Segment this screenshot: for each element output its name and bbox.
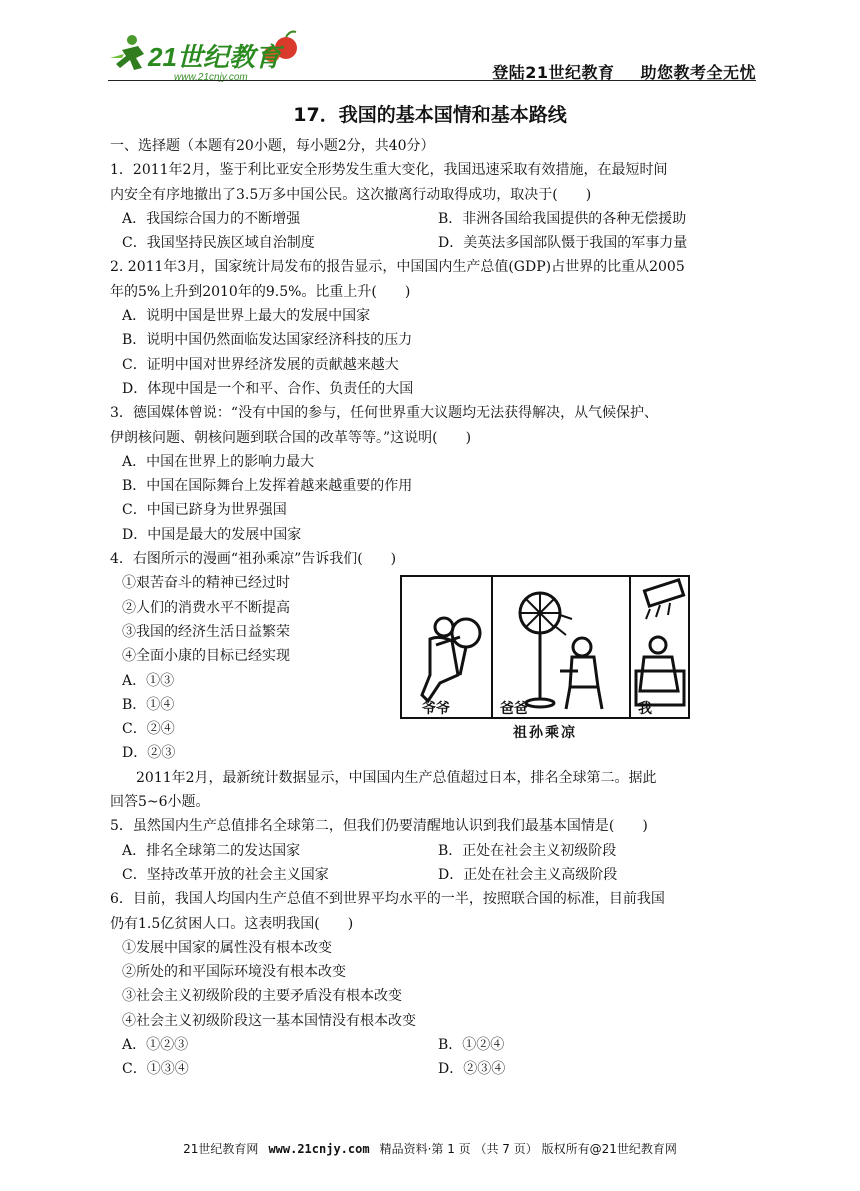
header-divider [108, 80, 756, 81]
q4-statement-3: ③我国的经济生活日益繁荣 [122, 623, 290, 640]
q1-options-ab [110, 207, 756, 231]
q6-statement-3: ③社会主义初级阶段的主要矛盾没有根本改变 [122, 988, 402, 1005]
q2-stem-line1: 2. 2011年3月，国家统计局发布的报告显示，中国国内生产总值(GDP)占世界的比重从2005 [110, 259, 685, 276]
runner-icon [110, 35, 144, 70]
q6-stem-line1: 6．目前，我国人均国内生产总值不到世界平均水平的一半，按照联合国的标准，目前我国 [110, 891, 665, 908]
intro-q5-6-line2: 回答5~6小题。 [110, 794, 210, 811]
q6-option-d: D．②③④ [438, 1061, 506, 1078]
q2-option-a: A．说明中国是世界上最大的发展中国家 [122, 308, 371, 325]
q6-option-c: C．①③④ [122, 1061, 189, 1078]
footer-page-info: 精品资料·第 1 页 （共 7 页） 版权所有@21世纪教育网 [379, 1142, 677, 1156]
q6-options-cd [110, 1057, 756, 1081]
slogan-right: 助您教考全无忧 [640, 63, 756, 82]
q5-options-ab [110, 839, 756, 863]
q6-statement-2: ②所处的和平国际环境没有根本改变 [122, 964, 346, 981]
logo-url: www.21cnjy.com [174, 72, 248, 82]
q4-option-d: D．②③ [122, 745, 176, 762]
q6-stem-line2: 仍有1.5亿贫困人口。这表明我国( ) [110, 915, 354, 932]
intro-q5-6-line1: 2011年2月，最新统计数据显示，中国国内生产总值超过日本，排名全球第二。据此 [136, 769, 657, 786]
q6-option-b: B．①②④ [438, 1036, 505, 1053]
q3-stem-line1: 3．德国媒体曾说：“没有中国的参与，任何世界重大议题均无法获得解决，从气候保护、 [110, 405, 659, 422]
q3-option-d: D．中国是最大的发展中国家 [122, 526, 302, 543]
q5-stem: 5．虽然国内生产总值排名全球第二，但我们仍要清醒地认识到我们最基本国情是( ) [110, 818, 648, 835]
q5-options-cd [110, 863, 756, 887]
q1-option-c: C．我国坚持民族区域自治制度 [122, 235, 315, 252]
section-heading: 一、选择题（本题有20小题，每小题2分，共40分） [110, 138, 435, 154]
q1-option-d: D．美英法多国部队慑于我国的军事力量 [438, 235, 688, 252]
cartoon-figure [400, 575, 690, 745]
q5-option-d: D．正处在社会主义高级阶段 [438, 866, 618, 883]
q4-stem: 4．右图所示的漫画“祖孙乘凉”告诉我们( ) [110, 551, 397, 568]
q2-option-b: B．说明中国仍然面临发达国家经济科技的压力 [122, 332, 413, 349]
q6-statement-4: ④社会主义初级阶段这一基本国情没有根本改变 [122, 1012, 416, 1029]
slogan-left: 登陆21世纪教育 [492, 63, 615, 82]
q6-statement-1: ①发展中国家的属性没有根本改变 [122, 939, 332, 956]
q4-body [110, 571, 756, 765]
q5-option-a: A．排名全球第二的发达国家 [122, 842, 301, 859]
q4-statement-2: ②人们的消费水平不断提高 [122, 599, 290, 616]
q3-option-c: C．中国已跻身为世界强国 [122, 502, 287, 519]
q4-option-a: A．①③ [122, 672, 175, 689]
q1-stem-line1: 1．2011年2月，鉴于利比亚安全形势发生重大变化，我国迅速采取有效措施，在最短时间 [110, 162, 668, 179]
q1-option-a: A．我国综合国力的不断增强 [122, 210, 301, 227]
cartoon-label-father: 爸爸 [500, 701, 528, 718]
q2-option-c: C．证明中国对世界经济发展的贡献越来越大 [122, 356, 399, 373]
page-title: 17．我国的基本国情和基本路线 [293, 104, 567, 126]
grandpa-fan-drawing [422, 618, 480, 701]
logo [108, 28, 308, 82]
footer-site-name: 21世纪教育网 [183, 1142, 259, 1156]
q2-stem-line2: 年的5%上升到2010年的9.5%。比重上升( ) [110, 283, 411, 300]
page-header [108, 28, 756, 84]
q2-option-d: D．体现中国是一个和平、合作、负责任的大国 [122, 380, 414, 397]
q5-option-b: B．正处在社会主义初级阶段 [438, 842, 617, 859]
q4-statement-4: ④全面小康的目标已经实现 [122, 648, 290, 665]
question-content [110, 134, 756, 1082]
cartoon-label-grandpa: 爷爷 [422, 701, 450, 718]
q3-option-b: B．中国在国际舞台上发挥着越来越重要的作用 [122, 478, 413, 495]
q5-option-c: C．坚持改革开放的社会主义国家 [122, 866, 329, 883]
logo-text: 21世纪教育 [148, 42, 281, 72]
q1-stem-line2: 内安全有序地撤出了3.5万多中国公民。这次撤离行动取得成功，取决于( ) [110, 186, 592, 203]
q6-option-a: A．①②③ [122, 1036, 189, 1053]
page-footer [0, 1140, 860, 1157]
q4-statement-1: ①艰苦奋斗的精神已经过时 [122, 575, 290, 592]
q3-option-a: A．中国在世界上的影响力最大 [122, 453, 315, 470]
q1-options-cd [110, 231, 756, 255]
q1-option-b: B．非洲各国给我国提供的各种无偿援助 [438, 210, 687, 227]
cartoon-caption: 祖孙乘凉 [513, 725, 577, 742]
q4-option-c: C．②④ [122, 721, 175, 738]
me-aircon-drawing [636, 580, 684, 705]
q4-option-b: B．①④ [122, 696, 175, 713]
father-fan-drawing [520, 593, 602, 709]
q6-options-ab [110, 1033, 756, 1057]
q3-stem-line2: 伊朗核问题、朝核问题到联合国的改革等等。”这说明( ) [110, 429, 472, 446]
cartoon-label-me: 我 [638, 701, 652, 718]
footer-url[interactable]: www.21cnjy.com [268, 1142, 370, 1156]
